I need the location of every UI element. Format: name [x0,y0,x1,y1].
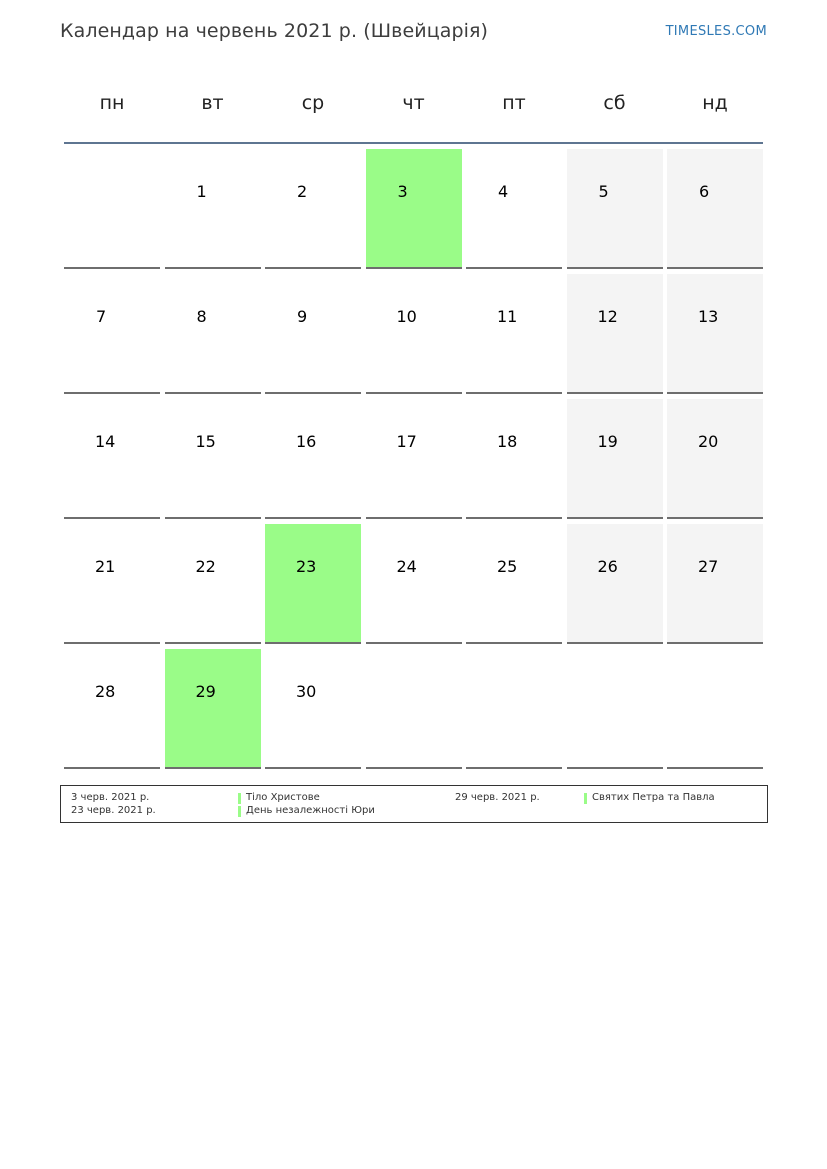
day-cell [366,399,462,519]
day-cell [466,149,562,269]
day-cell [64,274,160,394]
day-cell [366,524,462,644]
legend-date: 29 черв. 2021 р. [455,792,540,803]
day-number: 24 [396,557,417,576]
day-number: 3 [397,182,408,201]
page-title: Календар на червень 2021 р. (Швейцарія) [60,20,489,42]
empty-day-cell [567,649,663,769]
day-number: 21 [95,557,116,576]
day-number: 4 [498,182,509,201]
empty-day-cell [466,649,562,769]
weekend-day-cell [567,399,663,519]
weekday-wed: ср [301,92,325,114]
day-number: 25 [497,557,518,576]
day-number: 29 [195,682,216,701]
holiday-day-cell [165,649,261,769]
empty-day-cell [366,649,462,769]
weekend-day-cell [567,274,663,394]
day-number: 22 [195,557,216,576]
holiday-color-marker [238,806,241,817]
day-number: 16 [296,432,317,451]
day-cell [265,149,361,269]
weekday-header-row [64,80,763,142]
weekday-mon: пн [99,92,125,114]
weekend-day-cell [667,274,763,394]
legend-holiday-name: День незалежності Юри [238,805,375,816]
holiday-day-cell [265,524,361,644]
day-number: 20 [698,432,719,451]
day-number: 9 [297,307,308,326]
day-number: 6 [699,182,710,201]
day-cell [466,524,562,644]
day-number: 15 [195,432,216,451]
day-number: 19 [597,432,618,451]
day-number: 1 [196,182,207,201]
weekday-thu: чт [402,92,425,114]
site-link[interactable]: TIMESLES.COM [665,24,767,39]
day-cell [64,399,160,519]
weekend-day-cell [667,399,763,519]
legend-holiday-name: Тіло Христове [238,792,320,803]
day-number: 8 [196,307,207,326]
day-cell [64,524,160,644]
holiday-day-cell [366,149,462,269]
legend-date: 23 черв. 2021 р. [71,805,156,816]
day-cell [366,274,462,394]
day-number: 18 [497,432,518,451]
empty-day-cell [667,649,763,769]
header-divider [64,142,763,144]
holiday-color-marker [238,793,241,804]
day-cell [165,149,261,269]
weekday-tue: вт [201,92,224,114]
legend-date: 3 черв. 2021 р. [71,792,150,803]
holiday-legend [60,785,768,823]
day-number: 28 [95,682,116,701]
day-number: 23 [296,557,317,576]
day-cell [265,399,361,519]
weekend-day-cell [667,149,763,269]
day-number: 2 [297,182,308,201]
weekday-sat: сб [603,92,626,114]
day-cell [64,649,160,769]
day-number: 12 [597,307,618,326]
day-number: 10 [396,307,417,326]
day-cell [265,649,361,769]
day-number: 13 [698,307,719,326]
day-cell [466,399,562,519]
day-number: 11 [497,307,518,326]
holiday-color-marker [584,793,587,804]
day-cell [165,399,261,519]
day-cell [265,274,361,394]
weekday-sun: нд [702,92,728,114]
day-cell [466,274,562,394]
day-number: 17 [396,432,417,451]
empty-day-cell [64,149,160,269]
day-number: 7 [96,307,107,326]
day-number: 26 [597,557,618,576]
weekend-day-cell [667,524,763,644]
weekend-day-cell [567,524,663,644]
day-cell [165,524,261,644]
day-number: 5 [598,182,609,201]
weekday-fri: пт [502,92,526,114]
day-number: 30 [296,682,317,701]
day-number: 14 [95,432,116,451]
legend-holiday-name: Святих Петра та Павла [584,792,715,803]
weekend-day-cell [567,149,663,269]
day-number: 27 [698,557,719,576]
day-cell [165,274,261,394]
